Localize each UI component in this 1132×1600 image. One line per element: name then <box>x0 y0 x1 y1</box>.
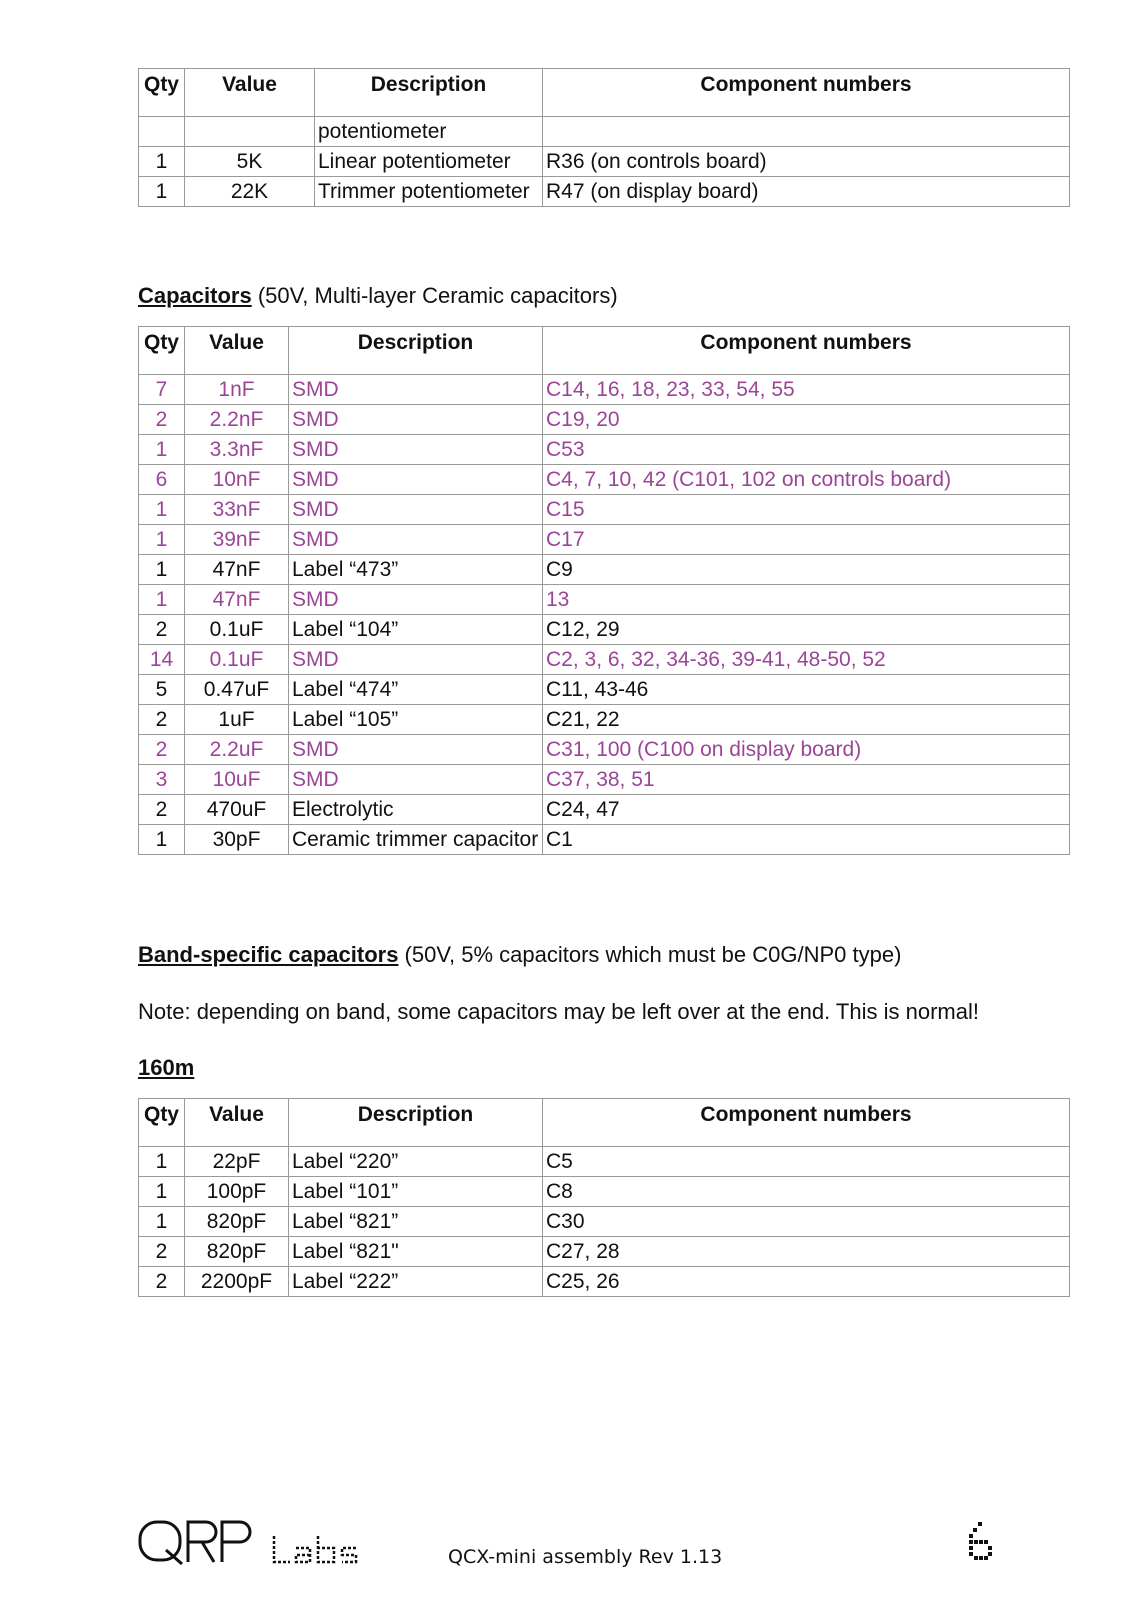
qty-cell: 2 <box>139 735 185 765</box>
qty-cell: 1 <box>139 555 185 585</box>
component-numbers-cell: C24, 47 <box>543 795 1070 825</box>
resistors-table-continued <box>138 68 1070 207</box>
table-row <box>139 825 1070 855</box>
table-header-row <box>139 327 1070 375</box>
component-numbers-cell: C5 <box>543 1147 1070 1177</box>
value-cell: 5K <box>185 147 315 177</box>
value-cell: 30pF <box>185 825 289 855</box>
component-numbers-cell <box>543 117 1070 147</box>
component-numbers-cell: C37, 38, 51 <box>543 765 1070 795</box>
component-numbers-cell: C9 <box>543 555 1070 585</box>
component-numbers-cell: C25, 26 <box>543 1267 1070 1297</box>
description-cell: Electrolytic <box>289 795 543 825</box>
description-cell: Label “101” <box>289 1177 543 1207</box>
value-cell: 1uF <box>185 705 289 735</box>
description-cell: potentiometer <box>315 117 543 147</box>
qty-cell <box>139 117 185 147</box>
qty-cell: 2 <box>139 795 185 825</box>
qty-cell: 1 <box>139 1147 185 1177</box>
table-row <box>139 1147 1070 1177</box>
description-cell: SMD <box>289 735 543 765</box>
table-row <box>139 117 1070 147</box>
description-cell: Label “473” <box>289 555 543 585</box>
table-row <box>139 795 1070 825</box>
capacitors-table <box>138 326 1070 855</box>
table-header-row <box>139 1099 1070 1147</box>
qty-cell: 2 <box>139 1237 185 1267</box>
header-value: Value <box>185 69 315 117</box>
value-cell: 2200pF <box>185 1267 289 1297</box>
header-component-numbers: Component numbers <box>543 327 1070 375</box>
band-specific-heading-title: Band-specific capacitors <box>138 942 399 967</box>
qty-cell: 1 <box>139 435 185 465</box>
table-row <box>139 645 1070 675</box>
table-row <box>139 585 1070 615</box>
header-value: Value <box>185 1099 289 1147</box>
qty-cell: 2 <box>139 405 185 435</box>
table-row <box>139 435 1070 465</box>
component-numbers-cell: C14, 16, 18, 23, 33, 54, 55 <box>543 375 1070 405</box>
qty-cell: 5 <box>139 675 185 705</box>
component-numbers-cell: C31, 100 (C100 on display board) <box>543 735 1070 765</box>
header-component-numbers: Component numbers <box>543 69 1070 117</box>
component-numbers-cell: C2, 3, 6, 32, 34-36, 39-41, 48-50, 52 <box>543 645 1070 675</box>
value-cell: 2.2uF <box>185 735 289 765</box>
value-cell: 10nF <box>185 465 289 495</box>
component-numbers-cell: C53 <box>543 435 1070 465</box>
qty-cell: 2 <box>139 1267 185 1297</box>
table-row <box>139 405 1070 435</box>
component-numbers-cell: C19, 20 <box>543 405 1070 435</box>
qty-cell: 7 <box>139 375 185 405</box>
table-row <box>139 495 1070 525</box>
value-cell: 22K <box>185 177 315 207</box>
component-numbers-cell: C15 <box>543 495 1070 525</box>
value-cell: 47nF <box>185 585 289 615</box>
value-cell: 0.47uF <box>185 675 289 705</box>
description-cell: Trimmer potentiometer <box>315 177 543 207</box>
description-cell: SMD <box>289 645 543 675</box>
qty-cell: 6 <box>139 465 185 495</box>
qty-cell: 1 <box>139 495 185 525</box>
description-cell: Label “821” <box>289 1207 543 1237</box>
description-cell: SMD <box>289 435 543 465</box>
qty-cell: 1 <box>139 1177 185 1207</box>
description-cell: Label “105” <box>289 705 543 735</box>
qty-cell: 2 <box>139 615 185 645</box>
value-cell: 100pF <box>185 1177 289 1207</box>
qty-cell: 1 <box>139 825 185 855</box>
table-row <box>139 675 1070 705</box>
qrp-labs-logo <box>138 1518 368 1568</box>
component-numbers-cell: C30 <box>543 1207 1070 1237</box>
table-row <box>139 615 1070 645</box>
description-cell: Label “821" <box>289 1237 543 1267</box>
header-qty: Qty <box>139 327 185 375</box>
table-row <box>139 147 1070 177</box>
value-cell: 47nF <box>185 555 289 585</box>
component-numbers-cell: R36 (on controls board) <box>543 147 1070 177</box>
qty-cell: 1 <box>139 147 185 177</box>
description-cell: Label “104” <box>289 615 543 645</box>
qty-cell: 1 <box>139 525 185 555</box>
table-row <box>139 765 1070 795</box>
header-qty: Qty <box>139 1099 185 1147</box>
description-cell: SMD <box>289 585 543 615</box>
header-description: Description <box>315 69 543 117</box>
band-160m-heading <box>138 1055 194 1081</box>
qty-cell: 2 <box>139 705 185 735</box>
value-cell: 470uF <box>185 795 289 825</box>
component-numbers-cell: C17 <box>543 525 1070 555</box>
value-cell: 0.1uF <box>185 615 289 645</box>
header-description: Description <box>289 1099 543 1147</box>
value-cell: 2.2nF <box>185 405 289 435</box>
table-row <box>139 555 1070 585</box>
band-160m-heading-title: 160m <box>138 1055 195 1080</box>
value-cell: 22pF <box>185 1147 289 1177</box>
header-description: Description <box>289 327 543 375</box>
value-cell: 33nF <box>185 495 289 525</box>
description-cell: SMD <box>289 765 543 795</box>
header-value: Value <box>185 327 289 375</box>
table-row <box>139 1177 1070 1207</box>
description-cell: Ceramic trimmer capacitor <box>289 825 543 855</box>
capacitors-heading <box>138 283 618 309</box>
table-row <box>139 525 1070 555</box>
document-title-footer: QCX-mini assembly Rev 1.13 <box>448 1546 723 1568</box>
page-number-6 <box>968 1521 994 1561</box>
value-cell: 820pF <box>185 1207 289 1237</box>
description-cell: SMD <box>289 405 543 435</box>
table-row <box>139 465 1070 495</box>
value-cell: 10uF <box>185 765 289 795</box>
qty-cell: 3 <box>139 765 185 795</box>
table-row <box>139 735 1070 765</box>
table-row <box>139 177 1070 207</box>
value-cell: 0.1uF <box>185 645 289 675</box>
component-numbers-cell: C4, 7, 10, 42 (C101, 102 on controls board) <box>543 465 1070 495</box>
header-qty: Qty <box>139 69 185 117</box>
value-cell: 39nF <box>185 525 289 555</box>
component-numbers-cell: C12, 29 <box>543 615 1070 645</box>
table-row <box>139 705 1070 735</box>
capacitors-heading-title: Capacitors <box>138 283 252 308</box>
description-cell: SMD <box>289 495 543 525</box>
description-cell: Label “222” <box>289 1267 543 1297</box>
component-numbers-cell: 13 <box>543 585 1070 615</box>
table-row <box>139 375 1070 405</box>
component-numbers-cell: R47 (on display board) <box>543 177 1070 207</box>
qty-cell: 1 <box>139 585 185 615</box>
band-specific-heading <box>138 942 901 968</box>
component-numbers-cell: C27, 28 <box>543 1237 1070 1267</box>
table-row <box>139 1267 1070 1297</box>
header-component-numbers: Component numbers <box>543 1099 1070 1147</box>
component-numbers-cell: C11, 43-46 <box>543 675 1070 705</box>
component-numbers-cell: C21, 22 <box>543 705 1070 735</box>
value-cell <box>185 117 315 147</box>
qty-cell: 1 <box>139 1207 185 1237</box>
band-specific-heading-subtitle: (50V, 5% capacitors which must be C0G/NP0 type) <box>398 942 902 967</box>
leftover-note: Note: depending on band, some capacitors may be left over at the end. This is normal! <box>138 999 979 1024</box>
value-cell: 1nF <box>185 375 289 405</box>
table-header-row <box>139 69 1070 117</box>
table-row <box>139 1237 1070 1267</box>
description-cell: Label “474” <box>289 675 543 705</box>
capacitors-heading-subtitle: (50V, Multi-layer Ceramic capacitors) <box>251 283 618 308</box>
description-cell: Label “220” <box>289 1147 543 1177</box>
value-cell: 3.3nF <box>185 435 289 465</box>
band-160m-table <box>138 1098 1070 1297</box>
qty-cell: 1 <box>139 177 185 207</box>
description-cell: Linear potentiometer <box>315 147 543 177</box>
component-numbers-cell: C1 <box>543 825 1070 855</box>
description-cell: SMD <box>289 465 543 495</box>
component-numbers-cell: C8 <box>543 1177 1070 1207</box>
value-cell: 820pF <box>185 1237 289 1267</box>
description-cell: SMD <box>289 375 543 405</box>
qty-cell: 14 <box>139 645 185 675</box>
description-cell: SMD <box>289 525 543 555</box>
table-row <box>139 1207 1070 1237</box>
